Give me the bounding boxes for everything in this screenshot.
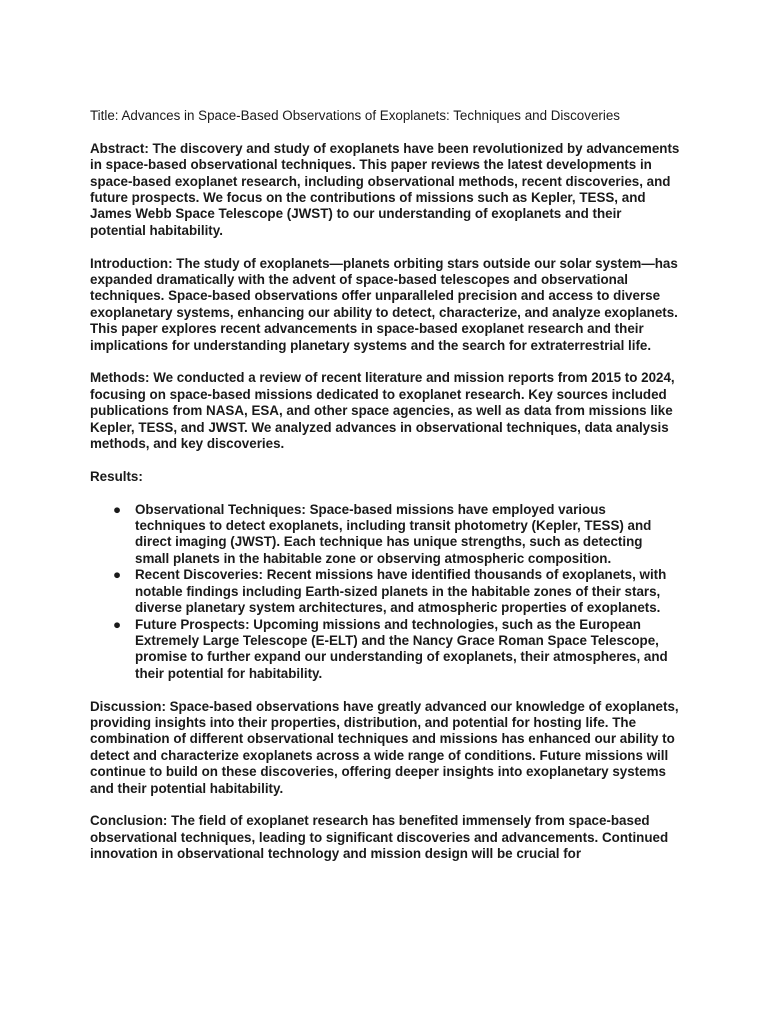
list-item bbox=[90, 502, 680, 568]
list-item bbox=[90, 567, 680, 616]
bullet-icon: ● bbox=[113, 567, 122, 583]
abstract-paragraph: Abstract: The discovery and study of exoplanets have been revolutionized by advancements in space-based observational techniques. This paper reviews the latest developments in space-based exoplanet research, including observational methods, recent discoveries, and future prospects. We focus on the contributions of missions such as Kepler, TESS, and James Webb Space Telescope (JWST) to our understanding of exoplanets and their potential habitability. bbox=[90, 140, 680, 238]
conclusion-paragraph: Conclusion: The field of exoplanet research has benefited immensely from space-based observational techniques, leading to significant discoveries and advancements. Continued innovation in observational technology and mission design will be crucial for bbox=[90, 813, 669, 862]
list-item bbox=[90, 617, 680, 683]
list-item-text: Future Prospects: Upcoming missions and technologies, such as the European Extremely Large Telescope (E-ELT) and the Nancy Grace Roman Space Telescope, promise to further expand our understanding of exoplanets, their atmospheres, and their potential for habitability. bbox=[135, 616, 668, 681]
list-item-text: Observational Techniques: Space-based missions have employed various techniques to detect exoplanets, including transit photometry (Kepler, TESS) and direct imaging (JWST). Each technique has unique strengths, such as detecting small planets in the habitable zone or observing atmospheric composition. bbox=[135, 501, 652, 566]
results-heading: Results: bbox=[90, 468, 143, 484]
results-list bbox=[90, 502, 680, 682]
document-title: Title: Advances in Space-Based Observations of Exoplanets: Techniques and Discoveries bbox=[90, 108, 620, 123]
bullet-icon: ● bbox=[113, 501, 122, 517]
discussion-paragraph: Discussion: Space-based observations have greatly advanced our knowledge of exoplanets, providing insights into their properties, distribution, and potential for hosting life. The combination of different observational techniques and missions has enhanced our ability to detect and characterize exoplanets across a wide range of conditions. Future missions will continue to build on these discoveries, offering deeper insights into exoplanetary systems and their potential habitability. bbox=[90, 698, 679, 796]
introduction-paragraph: Introduction: The study of exoplanets—planets orbiting stars outside our solar system—has expanded dramatically with the advent of space-based telescopes and observational techniques. Space-based observations offer unparalleled precision and access to diverse exoplanetary systems, enhancing our ability to detect, characterize, and analyze exoplanets. This paper explores recent advancements in space-based exoplanet research and their implications for understanding planetary systems and the search for extraterrestrial life. bbox=[90, 255, 678, 353]
list-item-text: Recent Discoveries: Recent missions have identified thousands of exoplanets, with notable findings including Earth-sized planets in the habitable zones of their stars, diverse planetary system architectures, and atmospheric properties of exoplanets. bbox=[135, 567, 667, 616]
methods-paragraph: Methods: We conducted a review of recent literature and mission reports from 2015 to 2024, focusing on space-based missions dedicated to exoplanet research. Key sources included publications from NASA, ESA, and other space agencies, as well as data from missions like Kepler, TESS, and JWST. We analyzed advances in observational techniques, data analysis methods, and key discoveries. bbox=[90, 370, 675, 452]
bullet-icon: ● bbox=[113, 616, 122, 632]
document-page bbox=[90, 108, 680, 879]
